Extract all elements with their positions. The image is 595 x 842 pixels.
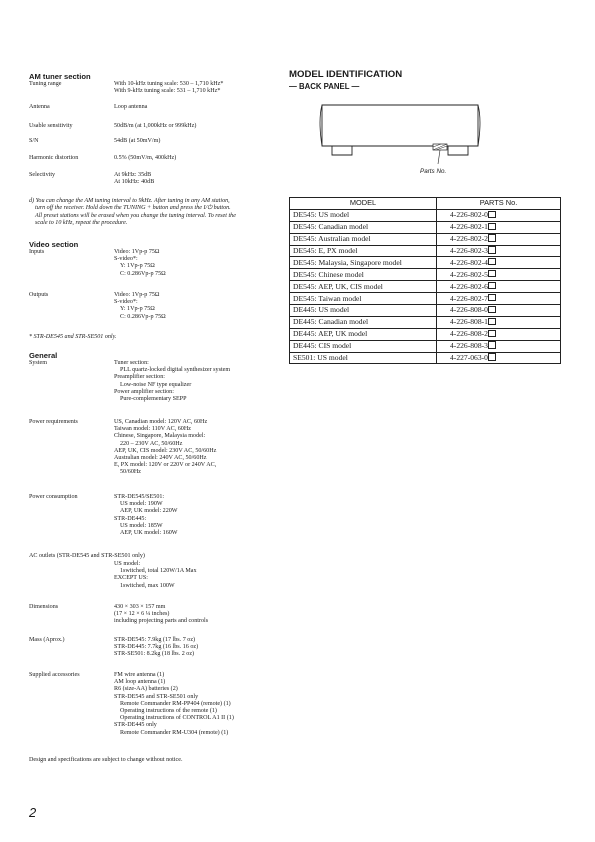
table-row: DE445: AEP, UK model 4-226-808-2	[290, 328, 561, 340]
col-model-header: MODEL	[290, 198, 437, 210]
spec-label: Tuning range	[29, 81, 62, 87]
parts-no-label: Parts No.	[420, 168, 447, 175]
table-row: DE545: E, PX model 4-226-802-3	[290, 245, 561, 257]
checkbox-square	[488, 282, 495, 289]
spec-label-ac-outlets: AC outlets (STR-DE545 and STR-SE501 only)	[29, 553, 145, 559]
video-heading: Video section	[29, 240, 79, 249]
spec-value-ac-outlets: US model: 1switched, total 120W/1A Max EXCEPT US: 1switched, max 100W	[114, 561, 197, 589]
table-header-row	[290, 198, 561, 210]
table-row: DE545: AEP, UK, CIS model 4-226-802-6	[290, 281, 561, 293]
am-tuning-note: d) You can change the AM tuning interval to 9kHz. After tuning in any AM station, turn off the receiver. Hold down the TUNING + button and press the I/⏻ button. All preset stations will be erased when you change the tuning interval. To reset the scale to 10 kHz, repeat the procedure.	[29, 198, 236, 226]
parts-table	[289, 197, 561, 364]
checkbox-square	[488, 234, 495, 241]
table-row: DE545: Malaysia, Singapore model 4-226-802-4	[290, 257, 561, 269]
spec-value: With 10-kHz tuning scale: 530 – 1,710 kHz* With 9-kHz tuning scale: 531 – 1,710 kHz*	[114, 81, 224, 95]
video-footnote: * STR-DE545 and STR-SE501 only.	[29, 334, 117, 340]
table-row: DE545: Taiwan model 4-226-802-7	[290, 293, 561, 305]
general-heading: General	[29, 351, 58, 360]
table-row: DE445: US model 4-226-808-0	[290, 305, 561, 317]
table-row: DE545: Canadian model 4-226-802-1	[290, 221, 561, 233]
table-row: DE545: Chinese model 4-226-802-5	[290, 269, 561, 281]
table-row: DE445: CIS model 4-226-808-3	[290, 340, 561, 352]
checkbox-square	[488, 223, 495, 230]
table-row: SE501: US model 4-227-063-0	[290, 352, 561, 364]
checkbox-square	[488, 258, 495, 265]
back-panel-subtitle: — BACK PANEL —	[289, 82, 360, 91]
checkbox-square	[488, 246, 495, 253]
checkbox-square	[488, 306, 495, 313]
checkbox-square	[488, 318, 495, 325]
table-row: DE545: US model 4-226-802-0	[290, 209, 561, 221]
checkbox-square	[488, 294, 495, 301]
checkbox-square	[488, 353, 495, 360]
am-tuner-heading: AM tuner section	[29, 72, 91, 81]
checkbox-square	[488, 341, 495, 348]
back-panel-diagram	[310, 100, 490, 170]
table-row: DE545: Australian model 4-226-802-2	[290, 233, 561, 245]
col-parts-header: PARTS No.	[437, 198, 561, 210]
page-number: 2	[29, 805, 37, 820]
checkbox-square	[488, 270, 495, 277]
design-note: Design and specifications are subject to change without notice.	[29, 757, 183, 763]
checkbox-square	[488, 211, 495, 218]
leader-line	[438, 150, 440, 164]
table-row: DE445: Canadian model 4-226-808-1	[290, 316, 561, 328]
model-identification-title: MODEL IDENTIFICATION	[289, 69, 403, 80]
checkbox-square	[488, 330, 495, 337]
